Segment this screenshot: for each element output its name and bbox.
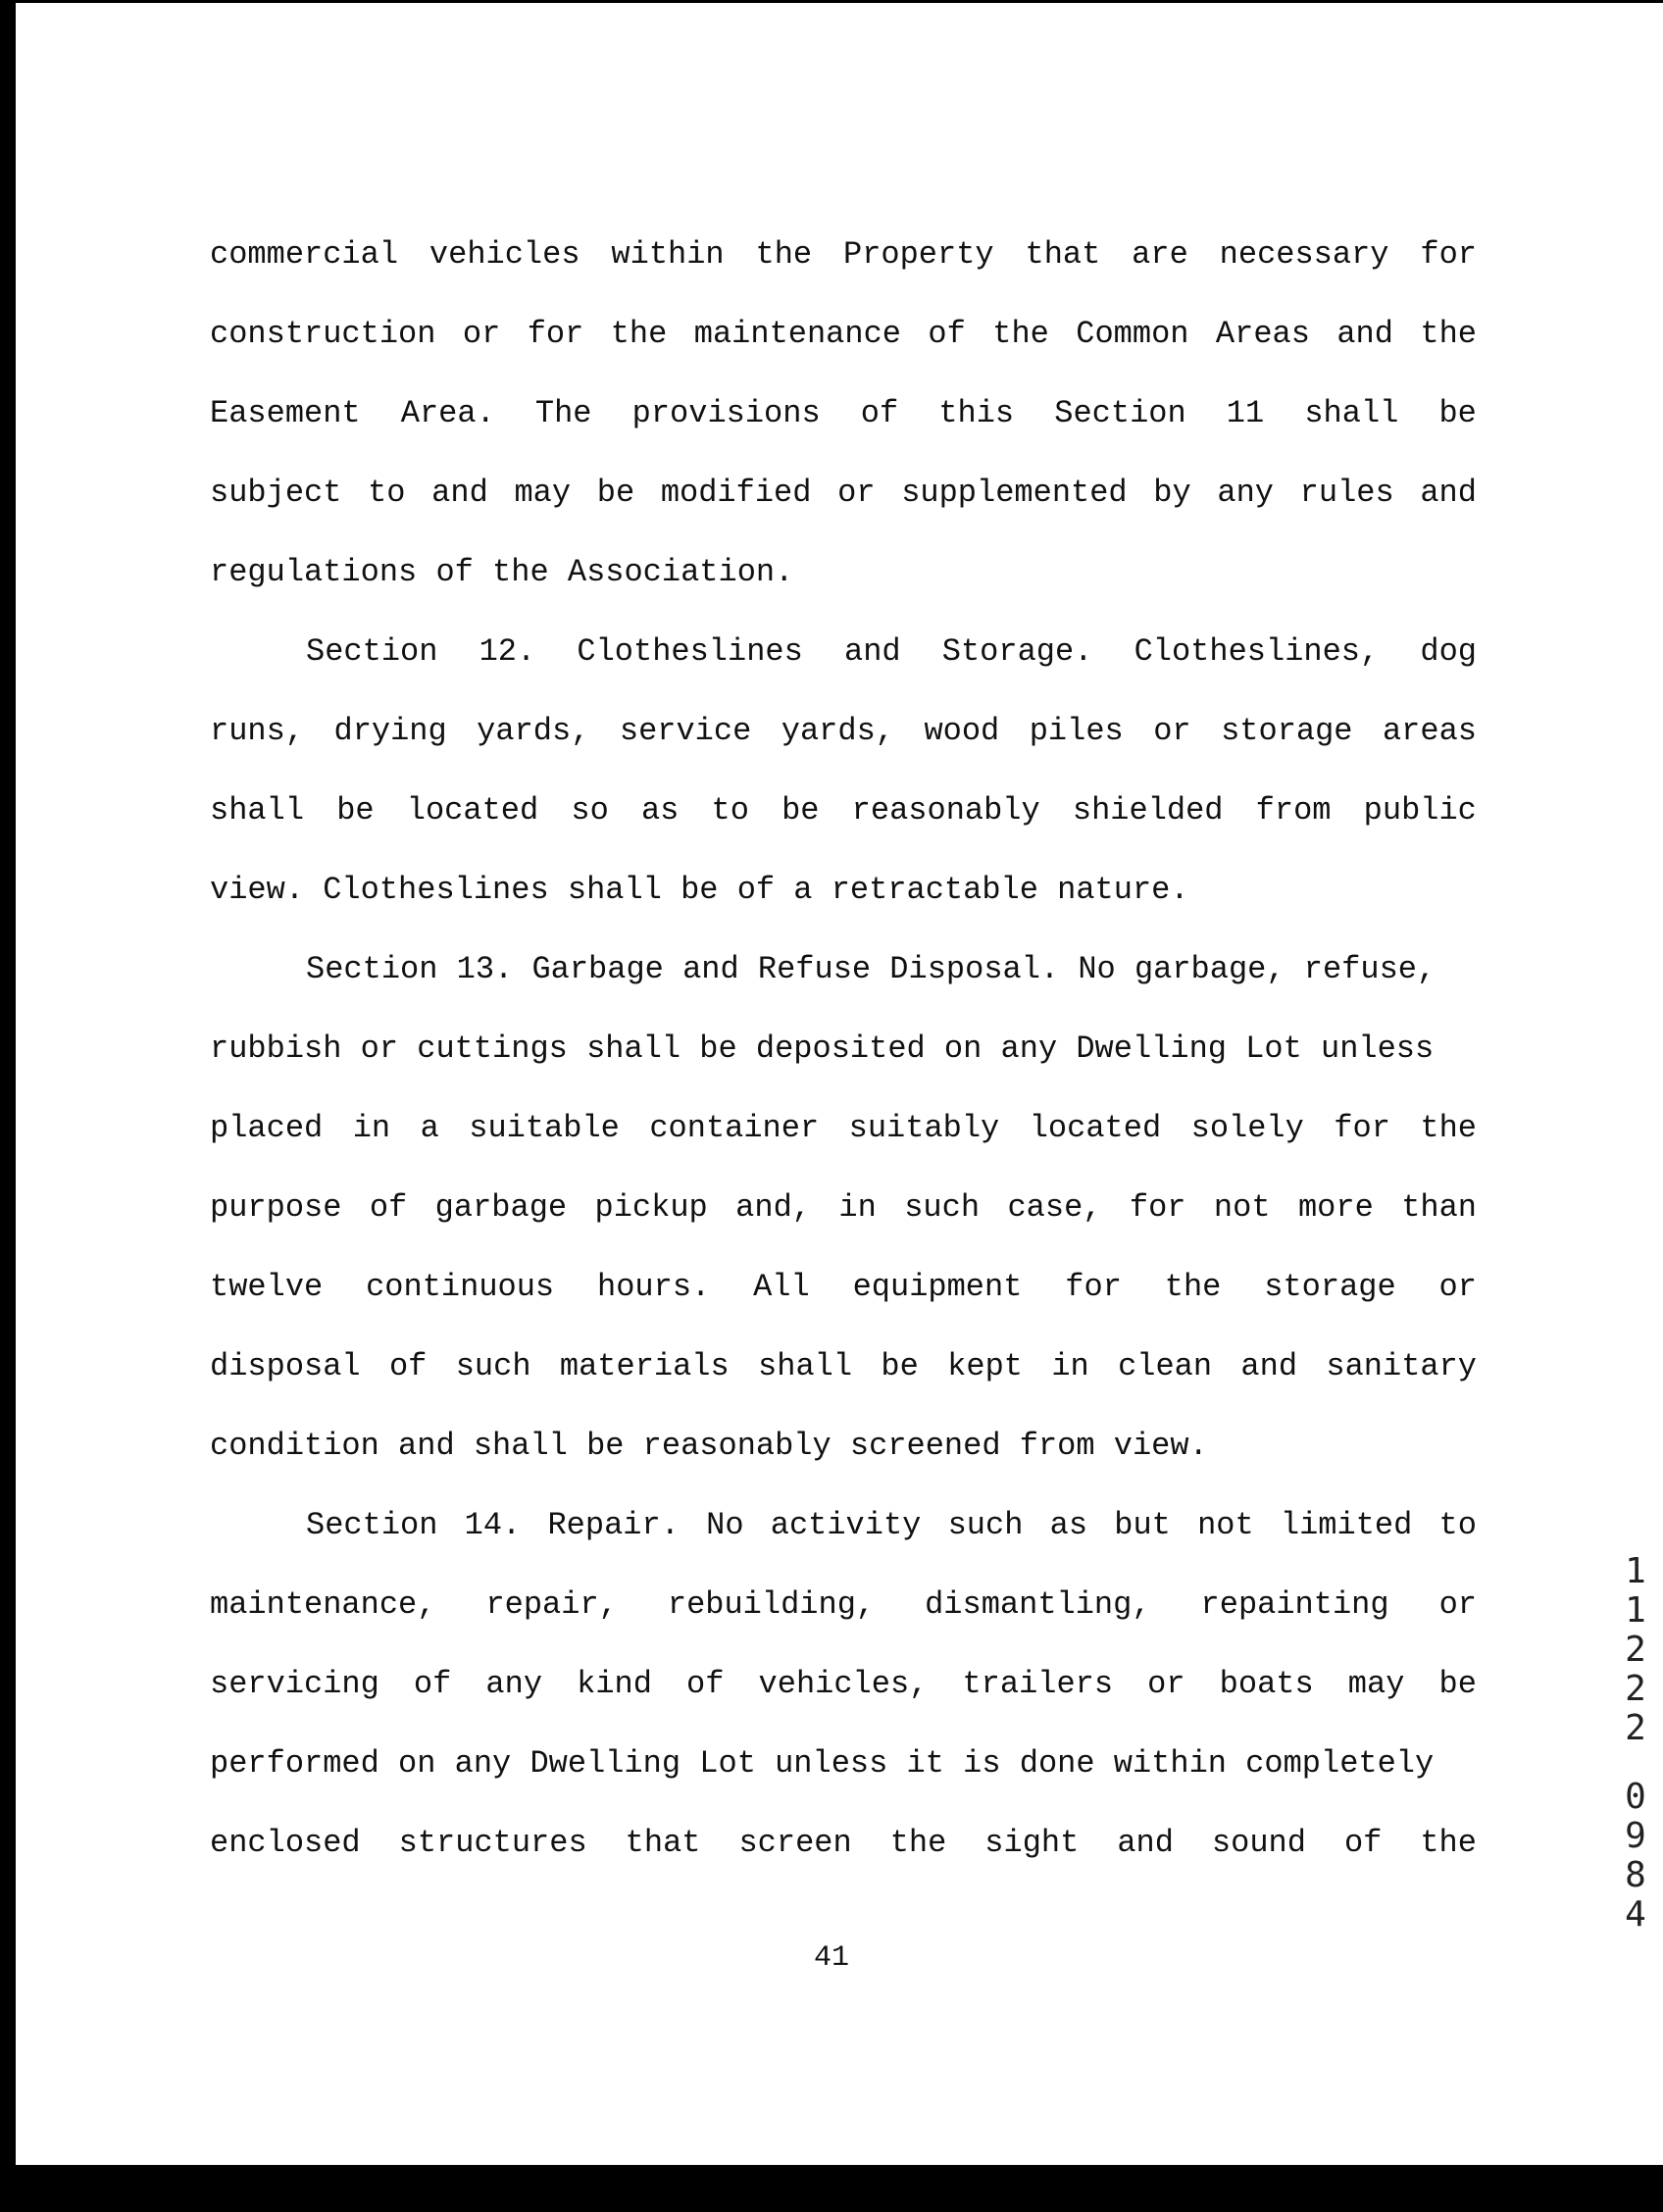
word: as (640, 792, 680, 829)
word: be (1438, 395, 1477, 431)
word: dog (1420, 633, 1477, 670)
word: Area. (400, 395, 495, 431)
word: service (619, 713, 752, 749)
word: the (1164, 1269, 1222, 1305)
word: any (485, 1666, 543, 1702)
page-number: 41 (813, 1941, 849, 1975)
word: so (571, 792, 609, 829)
text-line (210, 1337, 1477, 1417)
word: for (1129, 1189, 1186, 1226)
text-line: Section 13. Garbage and Refuse Disposal. No garbage, refuse, (306, 951, 1436, 987)
word: repainting (1200, 1586, 1389, 1623)
word: in (838, 1189, 877, 1226)
word: that (1025, 236, 1101, 273)
stamp-digit: 2 (1625, 1630, 1646, 1670)
word: storage (1221, 713, 1353, 749)
word: placed (210, 1110, 324, 1146)
word: Property (842, 236, 994, 273)
text-line (210, 1655, 1477, 1734)
word: container (649, 1110, 820, 1146)
word: the (1420, 316, 1477, 352)
word: Easement (210, 395, 361, 431)
text-line (210, 781, 1477, 861)
word: be (881, 1348, 919, 1384)
word: rules (1299, 475, 1394, 511)
word: provisions (631, 395, 821, 431)
word: the (1420, 1825, 1477, 1861)
word: enclosed (210, 1825, 361, 1861)
word: servicing (210, 1666, 379, 1702)
word: shall (758, 1348, 853, 1384)
word: case, (1007, 1189, 1102, 1226)
word: that (625, 1825, 701, 1861)
word: or (1153, 713, 1191, 749)
word: to (1438, 1507, 1477, 1543)
text-line (210, 1258, 1477, 1337)
word: Storage. (941, 633, 1093, 670)
word: of (413, 1666, 452, 1702)
word: kept (947, 1348, 1023, 1384)
stamp-digit: 4 (1625, 1894, 1646, 1935)
word: repair, (485, 1586, 618, 1623)
word: activity (770, 1507, 922, 1543)
word: and, (735, 1189, 811, 1226)
word: in (352, 1110, 391, 1146)
word: Common (1076, 316, 1189, 352)
word: storage (1264, 1269, 1396, 1305)
text-line (210, 1814, 1477, 1893)
word: equipment (852, 1269, 1023, 1305)
word: or (1438, 1586, 1477, 1623)
word: a (420, 1110, 439, 1146)
stamp-digit: 1 (1625, 1551, 1646, 1591)
text-line (210, 1496, 1477, 1576)
word: solely (1190, 1110, 1304, 1146)
text-line (210, 384, 1477, 464)
word: vehicles, (758, 1666, 929, 1702)
word: within (611, 236, 725, 273)
word: shall (210, 792, 305, 829)
word: subject (210, 475, 342, 511)
word: shielded (1072, 792, 1224, 829)
word: the (755, 236, 813, 273)
word: of (928, 316, 966, 352)
word: for (1420, 236, 1477, 273)
word: in (1051, 1348, 1089, 1384)
word: clean (1118, 1348, 1213, 1384)
word: be (336, 792, 375, 829)
word: Clotheslines, (1134, 633, 1380, 670)
word: necessary (1219, 236, 1389, 273)
word: or (1147, 1666, 1185, 1702)
word: but (1114, 1507, 1171, 1543)
word: trailers (962, 1666, 1114, 1702)
text-line (210, 623, 1477, 702)
stamp-digit: 0 (1625, 1777, 1646, 1817)
word: than (1401, 1189, 1477, 1226)
word: public (1363, 792, 1477, 829)
word: wood (924, 713, 1000, 749)
text-line: condition and shall be reasonably screened from view. (210, 1428, 1208, 1464)
word: Clotheslines (577, 633, 803, 670)
word: continuous (366, 1269, 555, 1305)
word: or (837, 475, 876, 511)
word: such (904, 1189, 981, 1226)
word: screen (738, 1825, 852, 1861)
word: areas (1382, 713, 1477, 749)
word: twelve (210, 1269, 324, 1305)
word: and (431, 475, 488, 511)
word: to (711, 792, 749, 829)
word: for (1334, 1110, 1390, 1146)
word: as (1049, 1507, 1088, 1543)
word: more (1297, 1189, 1374, 1226)
word: All (753, 1269, 810, 1305)
word: maintenance (693, 316, 901, 352)
word: by (1153, 475, 1191, 511)
word: sanitary (1326, 1348, 1477, 1384)
word: of (686, 1666, 725, 1702)
word: commercial (210, 236, 399, 273)
word: The (534, 395, 592, 431)
scan-top-edge (0, 0, 1663, 3)
word: suitably (848, 1110, 1000, 1146)
word: for (1065, 1269, 1122, 1305)
scan-left-edge (0, 0, 16, 2212)
word: kind (577, 1666, 652, 1702)
word: drying (333, 713, 447, 749)
word: vehicles (428, 236, 580, 273)
word: be (596, 475, 635, 511)
word: be (1438, 1666, 1477, 1702)
word: 11 (1226, 395, 1265, 431)
text-line (210, 1179, 1477, 1258)
word: of (860, 395, 899, 431)
word: 12. (479, 633, 536, 670)
word: structures (398, 1825, 587, 1861)
word: Section (1054, 395, 1186, 431)
word: such (455, 1348, 531, 1384)
text-line: performed on any Dwelling Lot unless it is done within completely (210, 1745, 1435, 1782)
text-line (210, 702, 1477, 781)
word: and (1240, 1348, 1298, 1384)
scan-bottom-edge (0, 2165, 1663, 2212)
text-line: regulations of the Association. (210, 554, 794, 590)
word: and (1117, 1825, 1174, 1861)
word: and (843, 633, 901, 670)
word: modified (660, 475, 812, 511)
word: such (947, 1507, 1024, 1543)
word: of (1343, 1825, 1383, 1861)
word: yards, (477, 713, 590, 749)
word: disposal (210, 1348, 361, 1384)
word: and (1420, 475, 1477, 511)
word: located (1029, 1110, 1162, 1146)
word: Section (306, 633, 438, 670)
word: reasonably (851, 792, 1040, 829)
text-line (210, 226, 1477, 305)
text-line (210, 1576, 1477, 1655)
text-line: view. Clotheslines shall be of a retractable nature. (210, 872, 1189, 908)
word: or (1438, 1269, 1477, 1305)
word: yards, (781, 713, 894, 749)
word: materials (559, 1348, 730, 1384)
word: Areas (1215, 316, 1310, 352)
word: and (1336, 316, 1393, 352)
word: may (1347, 1666, 1405, 1702)
text-line: rubbish or cuttings shall be deposited on any Dwelling Lot unless (210, 1031, 1435, 1067)
word: 14. (464, 1507, 522, 1543)
word: maintenance, (210, 1586, 436, 1623)
word: not (1197, 1507, 1254, 1543)
word: the (610, 316, 668, 352)
word: to (368, 475, 406, 511)
text-line (210, 305, 1477, 384)
word: No (706, 1507, 744, 1543)
word: not (1213, 1189, 1271, 1226)
stamp-digit: 1 (1625, 1590, 1646, 1631)
word: hours. (597, 1269, 711, 1305)
word: may (514, 475, 572, 511)
word: located (406, 792, 539, 829)
word: the (1420, 1110, 1477, 1146)
word: the (992, 316, 1049, 352)
word: of (388, 1348, 428, 1384)
word: are (1132, 236, 1188, 273)
word: dismantling, (925, 1586, 1151, 1623)
document-body (210, 226, 1477, 1893)
text-line (210, 1099, 1477, 1179)
word: supplemented (901, 475, 1128, 511)
word: for (527, 316, 584, 352)
word: Section (306, 1507, 438, 1543)
stamp-digit: 2 (1625, 1708, 1646, 1748)
word: be (781, 792, 820, 829)
word: boats (1219, 1666, 1314, 1702)
stamp-digit (1616, 1750, 1655, 1780)
word: runs, (210, 713, 305, 749)
word: pickup (594, 1189, 708, 1226)
word: suitable (469, 1110, 620, 1146)
word: shall (1304, 395, 1399, 431)
word: limited (1280, 1507, 1413, 1543)
word: the (889, 1825, 947, 1861)
word: sound (1211, 1825, 1306, 1861)
stamp-digit: 2 (1625, 1669, 1646, 1709)
word: sight (984, 1825, 1080, 1861)
word: construction (210, 316, 436, 352)
word: of (369, 1189, 408, 1226)
word: from (1255, 792, 1332, 829)
word: purpose (210, 1189, 342, 1226)
word: Repair. (547, 1507, 680, 1543)
word: this (938, 395, 1015, 431)
stamp-digit: 9 (1625, 1816, 1646, 1856)
stamp-digit: 8 (1625, 1855, 1646, 1895)
word: rebuilding, (667, 1586, 876, 1623)
text-line (210, 464, 1477, 543)
word: or (462, 316, 501, 352)
word: piles (1029, 713, 1124, 749)
book-page-stamp (1616, 1551, 1655, 1936)
word: garbage (434, 1189, 568, 1226)
word: any (1217, 475, 1274, 511)
